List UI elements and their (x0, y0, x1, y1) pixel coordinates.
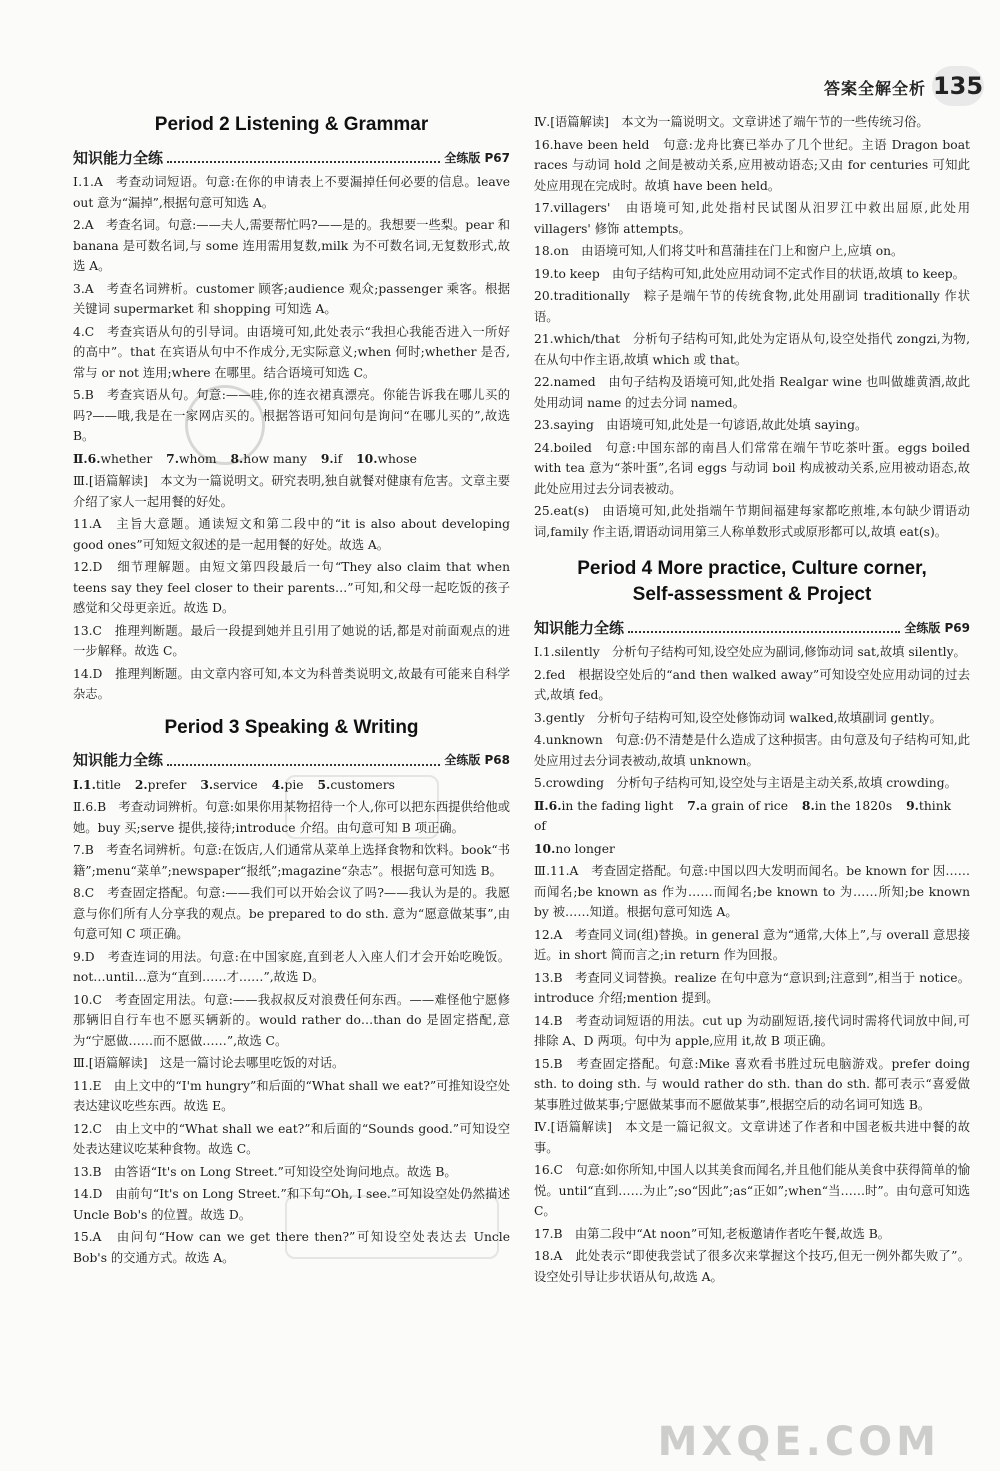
answer-entry: 17.B 由第二段中“At noon”可知,老板邀请作者吃午餐,故选 B。 (534, 1226, 891, 1241)
page-header (0, 0, 1000, 100)
answer-num: 8. (230, 450, 244, 466)
answer-num: 5. (317, 776, 331, 792)
dotted-leader (628, 631, 900, 633)
answer-entry: Ⅰ.1.silently 分析句子结构可知,设空处应为副词,修饰动词 sat,故填 silently。 (534, 645, 966, 659)
answer-entry: 16.have been held 句意:龙舟比赛已举办了几个世纪。主语 Dragon boat races 与动词 hold 之间是被动关系,应用被动语态;又由 for centuries 可知此处应用现在完成时。故填 have been held。 (534, 137, 970, 193)
answer-entry: Ⅱ.6.B 考查动词辨析。句意:如果你用某物招待一个人,你可以把东西提供给他或她。buy 买;serve 提供,接待;introduce 介绍。由句意可知 B 项正确。 (73, 800, 510, 835)
answer-entry: 9.D 考查连词的用法。句意:在中国家庭,直到老人入座人们才会开始吃晚饭。not…until…意为“直到……才……”,故选 D。 (73, 949, 510, 984)
section-title: 知识能力全练 (73, 148, 164, 167)
answer-text: title (95, 777, 121, 792)
answer-num: 9. (906, 797, 919, 813)
answer-entry: 10.C 考查固定用法。句意:——我叔叔反对浪费任何东西。——难怪他宁愿修那辆旧自行车也不愿买辆新的。would rather do…than do 是固定搭配,意为“宁愿做……而不愿做……”,故选 C。 (73, 992, 510, 1048)
answer-row (73, 449, 510, 470)
answer-entry: Ⅰ.1.A 考查动词短语。句意:在你的申请表上不要漏掉任何必要的信息。leave out 意为“漏掉”,根据句意可知选 A。 (73, 175, 510, 210)
answer-text: a grain of rice (700, 798, 788, 813)
answer-entry: 20.traditionally 粽子是端午节的传统食物,此处用副词 traditionally 作状语。 (534, 289, 970, 324)
answer-entry: 5.crowding 分析句子结构可知,设空处与主语是主动关系,故填 crowding。 (534, 776, 957, 790)
answer-entry: Ⅳ.[语篇解读] 本文是一篇记叙文。文章讲述了作者和中国老板共进中餐的故事。 (534, 1120, 970, 1155)
section-page-ref: 全练版 P67 (444, 150, 510, 165)
answer-num: 9. (320, 450, 334, 466)
answer-entry: 4.C 考查宾语从句的引导词。由语境可知,此处表示“我担心我能否进入一所好的高中”。that 在宾语从句中不作成分,无实际意义;when 何时;whether 是否,常与 or not 连用;where 在哪里。结合语境可知选 C。 (73, 324, 510, 380)
answer-entry: 23.saying 由语境可知,此处是一句谚语,故此处填 saying。 (534, 418, 868, 432)
answer-entry: 13.B 考查同义词替换。realize 在句中意为“意识到;注意到”,相当于 notice。introduce 介绍;mention 提到。 (534, 970, 970, 1005)
answer-entry: 15.A 由问句“How can we get there then?”可知设空处表达去 Uncle Bob's 的交通方式。故选 A。 (73, 1230, 510, 1265)
answer-num: Ⅰ.1. (73, 776, 96, 792)
left-column (73, 112, 510, 1270)
answer-text: pie (284, 777, 304, 792)
answer-text: no longer (555, 841, 615, 856)
watermark-text: MXQE.COM (657, 1419, 940, 1465)
answer-text: whose (377, 451, 417, 466)
answer-entry: 14.D 推理判断题。由文章内容可知,本文为科普类说明文,故最有可能来自科学杂志。 (73, 666, 510, 701)
period-4-title-line2: Self-assessment & Project (632, 584, 872, 605)
answer-entry: 5.B 考查宾语从句。句意:——哇,你的连衣裙真漂亮。你能告诉我在哪儿买的吗?——哦,我是在一家网店买的。根据答语可知问句是询问“在哪儿买的”,故选 B。 (73, 388, 510, 443)
answer-row (534, 839, 970, 860)
header-title: 答案全解全析 (823, 79, 926, 98)
answer-entry: 3.gently 分析句子结构可知,设空处修饰动词 walked,故填副词 gently。 (534, 710, 942, 725)
answer-entry: Ⅲ.[语篇解读] 本文为一篇说明文。研究表明,独自就餐对健康有危害。文章主要介绍了家人一起用餐的好处。 (73, 474, 510, 509)
section-title: 知识能力全练 (534, 618, 625, 637)
answer-entry: Ⅲ.11.A 考查固定搭配。句意:中国以四大发明而闻名。be known for 因……而闻名;be known as 作为……而闻名;be known to 为……所知;be known by 被……知道。根据句意可知选 A。 (534, 864, 970, 919)
section-header (73, 749, 510, 771)
period-4-title-line1: Period 4 More practice, Culture corner, (577, 558, 927, 579)
dotted-leader (167, 161, 440, 163)
answer-text: whether (100, 451, 153, 466)
answer-entry: 18.on 由语境可知,人们将艾叶和菖蒲挂在门上和窗户上,应填 on。 (534, 244, 904, 258)
answer-entry: 14.B 考查动词短语的用法。cut up 为动副短语,接代词时需将代词放中间,可排除 A、D 两项。句中为 apple,应用 it,故 B 项正确。 (534, 1013, 970, 1048)
answer-text: how many (243, 451, 307, 466)
answer-entry: 3.A 考查名词辨析。customer 顾客;audience 观众;passenger 乘客。根据关键词 supermarket 和 shopping 可知选 A。 (73, 281, 510, 316)
section-title: 知识能力全练 (73, 751, 164, 769)
answer-entry: 24.boiled 句意:中国东部的南昌人们常常在端午节吃茶叶蛋。eggs boiled with tea 意为“茶叶蛋”,名词 eggs 与动词 boil 构成被动关系,应用被动语态,故此处应用过去分词表被动。 (534, 440, 970, 496)
answer-entry: 4.unknown 句意:仍不清楚是什么造成了这种损害。由句意及句子结构可知,此处应用过去分词表被动,故填 unknown。 (534, 733, 970, 768)
section-page-ref: 全练版 P68 (444, 753, 510, 767)
answer-entry: 2.fed 根据设空处后的“and then walked away”可知设空处应用动词的过去式,故填 fed。 (534, 667, 970, 702)
answer-entry: 22.named 由句子结构及语境可知,此处指 Realgar wine 也叫做雄黄酒,故此处用动词 name 的过去分词 named。 (534, 375, 970, 410)
answer-entry: Ⅳ.[语篇解读] 本文为一篇说明文。文章讲述了端午节的一些传统习俗。 (534, 115, 929, 129)
answer-entry: 13.B 由答语“It's on Long Street.”可知设空处询问地点。故选 B。 (73, 1164, 457, 1179)
answer-entry: 8.C 考查固定搭配。句意:——我们可以开始会议了吗?——我认为是的。我愿意与你们所有人分享我的观点。be prepared to do sth. 意为“愿意做某事”,由句意可知 C 项正确。 (73, 886, 510, 941)
answer-entry: 16.C 句意:如你所知,中国人以其美食而闻名,并且他们能从美食中获得简单的愉悦。until“直到……为止”;so“因此”;as“正如”;when“当……时”。由句意可知选 C。 (534, 1163, 970, 1218)
answer-text: prefer (147, 777, 187, 792)
dotted-leader (167, 764, 440, 766)
answer-text: service (213, 777, 258, 792)
answer-entry: 12.A 考查同义词(组)替换。in general 意为“通常,大体上”,与 overall 意思接近。in short 简而言之;in return 作为回报。 (534, 927, 970, 962)
answer-entry: 12.D 细节理解题。由短文第四段最后一句“They also claim that when teens say they feel closer to their parents…”可知,和父母一起吃饭的孩子感觉和父母更亲近。故选 D。 (73, 560, 510, 615)
answer-entry: 7.B 考查名词辨析。句意:在饭店,人们通常从菜单上选择食物和饮料。book“书籍”;menu“菜单”;newspaper“报纸”;magazine“杂志”。根据句意可知选 B。 (73, 843, 510, 878)
answer-entry: 11.E 由上文中的“I'm hungry”和后面的“What shall we eat?”可推知设空处表达建议吃些东西。故选 E。 (73, 1078, 510, 1113)
answer-entry: 18.A 此处表示“即使我尝试了很多次来掌握这个技巧,但无一例外都失败了”。设空处引导让步状语从句,故选 A。 (534, 1249, 970, 1284)
answer-entry: 21.which/that 分析句子结构可知,此处为定语从句,设空处指代 zongzi,为物,在从句中作主语,故填 which 或 that。 (534, 332, 970, 367)
answer-entry: 14.D 由前句“It's on Long Street.”和下句“Oh, I see.”可知设空处仍然描述 Uncle Bob's 的位置。故选 D。 (73, 1187, 510, 1222)
section-page-ref: 全练版 P69 (904, 620, 970, 635)
answer-row (534, 796, 970, 837)
answer-num: 8. (801, 797, 815, 813)
answer-entry: 12.C 由上文中的“What shall we eat?”和后面的“Sounds good.”可知设空处表达建议吃某种食物。故选 C。 (73, 1121, 510, 1156)
answer-entry: Ⅲ.[语篇解读] 这是一篇讨论去哪里吃饭的对话。 (73, 1056, 345, 1070)
section-header (73, 146, 510, 168)
answer-text: in the 1820s (814, 798, 893, 813)
answer-num: 3. (200, 776, 214, 792)
answer-num: Ⅱ.6. (534, 797, 562, 813)
answer-entry: 13.C 推理判断题。最后一段提到她并且引用了她说的话,都是对前面观点的进一步解释。故选 C。 (73, 623, 510, 658)
answer-num: 2. (134, 776, 148, 792)
answer-entry: 19.to keep 由句子结构可知,此处应用动词不定式作目的状语,故填 to keep。 (534, 266, 965, 281)
answer-text: in the fading light (561, 798, 674, 813)
period-3-title: Period 3 Speaking & Writing (164, 716, 419, 738)
answer-num: 10. (534, 840, 556, 856)
answer-entry: 11.A 主旨大意题。通读短文和第二段中的“it is also about developing good ones”可知短文叙述的是一起用餐的好处。故选 A。 (73, 517, 510, 552)
answer-num: 7. (687, 797, 701, 813)
answer-text: customers (330, 777, 395, 792)
answer-num: 4. (271, 776, 285, 792)
answer-entry: 25.eat(s) 由语境可知,此处指端午节期间福建每家都吃煎堆,本句缺少谓语动词,family 作主语,谓语动词用第三人称单数形式或原形都可以,故填 eat(s)。 (534, 504, 970, 539)
period-4-title (534, 556, 970, 608)
answer-num: 7. (166, 450, 179, 466)
answer-text: think of (534, 798, 952, 833)
answer-text: whom (179, 451, 217, 466)
right-column (534, 112, 970, 1289)
answer-row (73, 775, 510, 796)
page-number: 135 (932, 66, 984, 106)
answer-num: Ⅱ.6. (73, 450, 101, 466)
period-2-title: Period 2 Listening & Grammar (154, 114, 429, 135)
answer-num: 10. (356, 450, 378, 466)
section-header (534, 616, 970, 638)
answer-text: if (333, 451, 343, 466)
answer-entry: 17.villagers' 由语境可知,此处指村民试图从汨罗江中救出屈原,此处用 villagers' 修饰 attempts。 (534, 201, 970, 236)
answer-entry: 2.A 考查名词。句意:——夫人,需要帮忙吗?——是的。我想要一些梨。pear 和 banana 是可数名词,与 some 连用需用复数,milk 为不可数名词,无复数形式,故选 A。 (73, 218, 510, 273)
answer-entry: 15.B 考查固定搭配。句意:Mike 喜欢看书胜过玩电脑游戏。prefer doing sth. to doing sth. 与 would rather do sth. than do sth. 都可表示“喜爱做某事胜过做某事;宁愿做某事而不愿做某事”,根据空后的动名词可知选 B。 (534, 1056, 970, 1112)
